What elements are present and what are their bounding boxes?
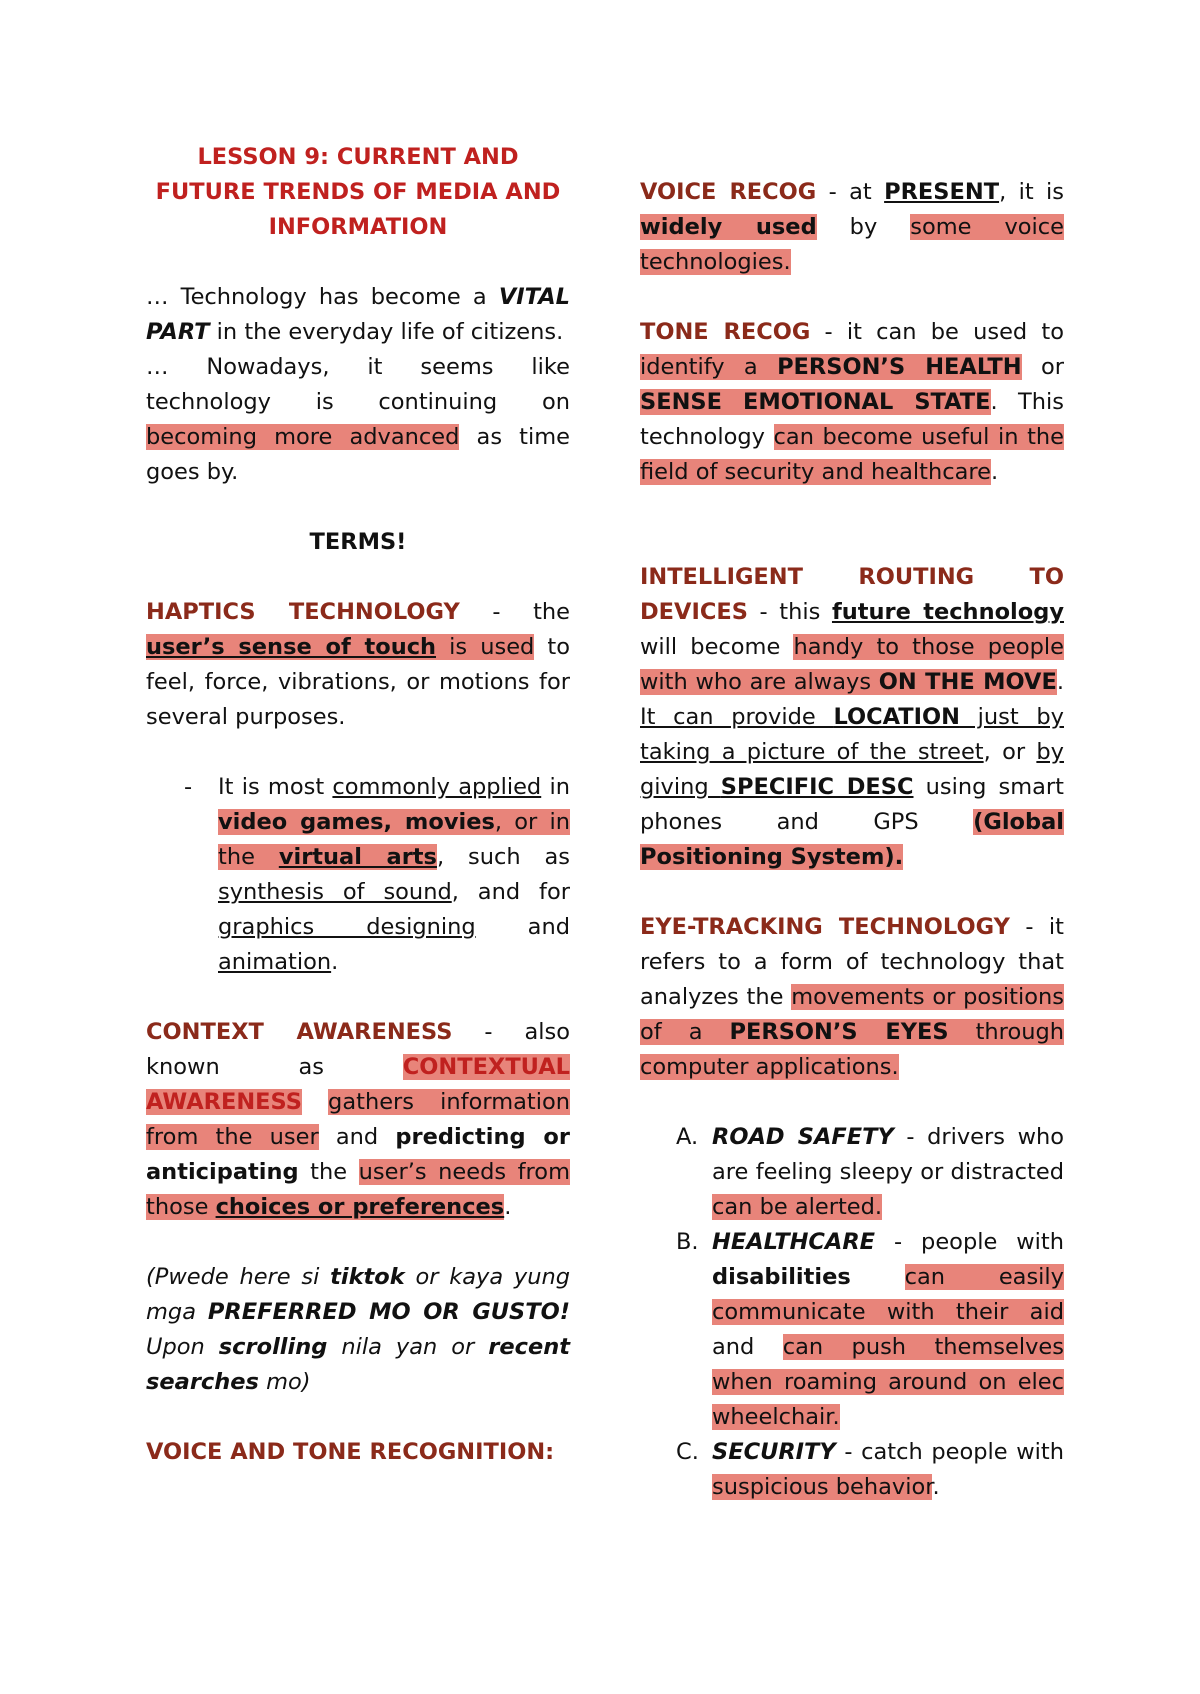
context-paragraph: CONTEXT AWARENESS - also known as CONTEXTUAL AWARENESS gathers information from the user and predicting or anticipating the user’s needs from those choices or preferences.: [146, 1019, 570, 1220]
eye-term: EYE-TRACKING TECHNOLOGY: [640, 914, 1010, 940]
list-item-security: C. SECURITY - catch people with suspicious behavior.: [676, 1439, 1064, 1500]
lesson-title: LESSON 9: CURRENT AND FUTURE TRENDS OF MEDIA AND INFORMATION: [155, 144, 561, 240]
note-paragraph: (Pwede here si tiktok or kaya yung mga PREFERRED MO OR GUSTO! Upon scrolling nila yan or recent searches mo): [146, 1264, 571, 1395]
haptics-term: HAPTICS TECHNOLOGY: [146, 599, 460, 625]
left-column: [146, 140, 570, 1470]
intro-paragraph-1: … Technology has become a VITAL PART in the everyday life of citizens.: [146, 284, 570, 345]
voice-term: VOICE RECOG: [640, 179, 817, 205]
tone-paragraph: TONE RECOG - it can be used to identify a PERSON’S HEALTH or SENSE EMOTIONAL STATE. This technology can become useful in the field of security and healthcare.: [640, 319, 1064, 485]
haptics-paragraph: HAPTICS TECHNOLOGY - the user’s sense of touch is used to feel, force, vibrations, or motions for several purposes.: [146, 599, 571, 730]
routing-term: INTELLIGENT ROUTING TO DEVICES: [640, 564, 1064, 625]
eye-paragraph: EYE-TRACKING TECHNOLOGY - it refers to a form of technology that analyzes the movements or positions of a PERSON’S EYES through computer applications.: [640, 914, 1065, 1080]
routing-paragraph: INTELLIGENT ROUTING TO DEVICES - this future technology will become handy to those people with who are always ON THE MOVE. It can provide LOCATION just by taking a picture of the street, or by giving SPECIFIC DESC using smart phones and GPS (Global Positioning System).: [640, 564, 1064, 870]
tone-term: TONE RECOG: [640, 319, 811, 345]
voice-tone-heading: VOICE AND TONE RECOGNITION:: [146, 1439, 555, 1465]
voice-paragraph: VOICE RECOG - at PRESENT, it is widely used by some voice technologies.: [640, 179, 1065, 275]
right-column: [640, 175, 1064, 1505]
haptics-bullet: - It is most commonly applied in video games, movies, or in the virtual arts, such as synthesis of sound, and for graphics designing and animation.: [146, 770, 570, 980]
dash-marker: -: [184, 774, 193, 800]
context-term: CONTEXT AWARENESS: [146, 1019, 453, 1045]
list-item-road-safety: A. ROAD SAFETY - drivers who are feeling sleepy or distracted can be alerted.: [676, 1124, 1065, 1220]
intro-paragraph-2: … Nowadays, it seems like technology is continuing on becoming more advanced as time goes by.: [146, 354, 570, 485]
list-item-healthcare: B. HEALTHCARE - people with disabilities can easily communicate with their aid and can push themselves when roaming around on elec wheelchair.: [676, 1229, 1065, 1430]
terms-heading: TERMS!: [309, 529, 407, 555]
